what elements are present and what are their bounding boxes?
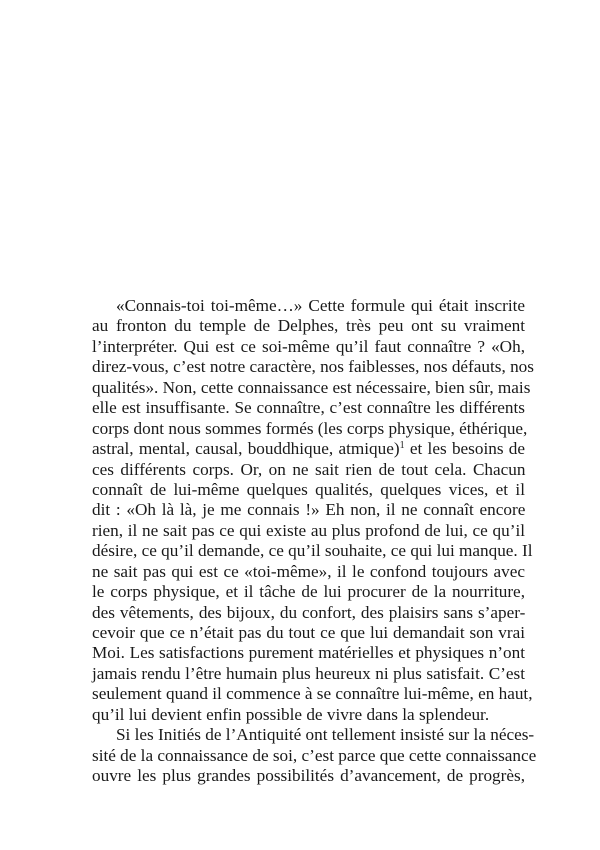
text-line: qualités». Non, cette connaissance est nécessaire, bien sûr, mais bbox=[92, 377, 531, 397]
text-line: elle est insuffisante. Se connaître, c’est connaître les différents bbox=[92, 398, 525, 418]
text-line-with-footnote bbox=[92, 439, 525, 459]
document-page bbox=[92, 296, 537, 787]
text-line: ces différents corps. Or, on ne sait rien de tout cela. Chacun bbox=[92, 459, 526, 479]
text-line: Moi. Les satisfactions purement matérielles et physiques n’ont bbox=[92, 643, 525, 663]
text-line: dit : «Oh là là, je me connais !» Eh non, il ne connaît encore bbox=[92, 500, 526, 520]
text-segment: astral, mental, causal, bouddhique, atmique) bbox=[92, 439, 400, 459]
text-line: ne sait pas qui est ce «toi-même», il le confond toujours avec bbox=[92, 561, 526, 581]
text-segment: et les besoins de bbox=[404, 439, 526, 459]
footnote-reference[interactable]: 1 bbox=[399, 440, 405, 452]
text-line: des vêtements, des bijoux, du confort, des plaisirs sans s’aper- bbox=[92, 602, 526, 622]
paragraph-2 bbox=[92, 725, 537, 786]
text-line: sité de la connaissance de soi, c’est parce que cette connaissance bbox=[92, 745, 537, 765]
text-line: rien, il ne sait pas ce qui existe au plus profond de lui, ce qu’il bbox=[92, 520, 525, 540]
text-line: corps dont nous sommes formés (les corps physique, éthérique, bbox=[92, 418, 528, 438]
text-line: Si les Initiés de l’Antiquité ont tellement insisté sur la néces- bbox=[116, 725, 535, 745]
text-line: connaît de lui-même quelques qualités, quelques vices, et il bbox=[92, 479, 525, 499]
text-line: seulement quand il commence à se connaître lui-même, en haut, bbox=[92, 684, 533, 704]
text-line: l’interpréter. Qui est ce soi-même qu’il faut connaître ? «Oh, bbox=[92, 336, 525, 356]
text-line: qu’il lui devient enfin possible de vivre dans la splendeur. bbox=[92, 704, 490, 724]
text-line: cevoir que ce n’était pas du tout ce que lui demandait son vrai bbox=[92, 623, 525, 642]
paragraph-1 bbox=[92, 296, 534, 725]
text-line: le corps physique, et il tâche de lui procurer de la nourriture, bbox=[92, 582, 525, 602]
text-line: désire, ce qu’il demande, ce qu’il souhaite, ce qui lui manque. Il bbox=[92, 541, 533, 561]
text-line: au fronton du temple de Delphes, très peu ont su vraiment bbox=[92, 316, 525, 336]
text-line: direz-vous, c’est notre caractère, nos faiblesses, nos défauts, nos bbox=[92, 357, 534, 377]
text-line: «Connais-toi toi-même…» Cette formule qui était inscrite bbox=[116, 296, 525, 315]
text-line: ouvre les plus grandes possibilités d’avancement, de progrès, bbox=[92, 766, 525, 786]
text-line: jamais rendu l’être humain plus heureux ni plus satisfait. C’est bbox=[92, 663, 525, 683]
